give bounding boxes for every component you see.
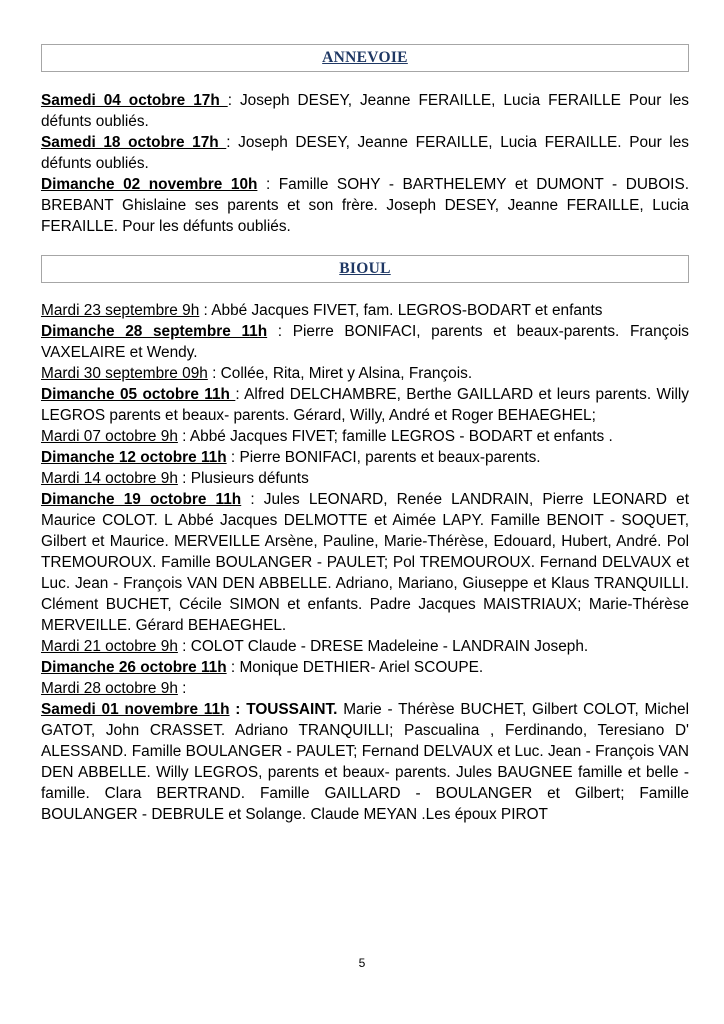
entry-intentions: : Joseph DESEY, Jeanne FERAILLE, Lucia FERAILLE Pour les défunts oubliés.: [41, 92, 689, 130]
entry-intentions: : Abbé Jacques FIVET; famille LEGROS - BODART et enfants .: [177, 428, 613, 445]
mass-entry: [41, 468, 689, 489]
entry-date-label: Mardi 14 octobre 9h: [41, 470, 178, 487]
entry-list-bioul: [41, 300, 689, 825]
entry-date-label: Dimanche 02 novembre 10h: [41, 176, 258, 193]
entry-feast-label: : TOUSSAINT.: [229, 701, 338, 718]
entry-date-label: Mardi 23 septembre 9h: [41, 302, 200, 319]
mass-entry: [41, 321, 689, 363]
entry-intentions: Marie - Thérèse BUCHET, Gilbert COLOT, Michel GATOT, John CRASSET. Adriano TRANQUILLI; Pascualina , Ferdinando, Teresiano D' ALESSAND. Famille BOULANGER - PAULET; Fernand DELVAUX et Luc. Jean - François VAN DEN ABBELLE. Willy LEGROS, parents et beaux- parents. Jules BAUGNEE famille et belle - famille. Clara BERTRAND. Famille GAILLARD - BOULANGER et Gilbert; Famille BOULANGER - DEBRULE et Solange. Claude MEYAN .Les époux PIROT: [41, 701, 689, 823]
mass-entry: [41, 90, 689, 132]
entry-intentions: :: [177, 680, 187, 697]
document-content: [41, 44, 689, 825]
spacer: [41, 237, 689, 255]
mass-entry: [41, 384, 689, 426]
mass-entry: [41, 636, 689, 657]
entry-date-label: Mardi 21 octobre 9h: [41, 638, 178, 655]
entry-intentions: : Joseph DESEY, Jeanne FERAILLE, Lucia FERAILLE. Pour les défunts oubliés.: [41, 134, 689, 172]
entry-intentions: : Abbé Jacques FIVET, fam. LEGROS-BODART et enfants: [199, 302, 603, 319]
mass-entry: [41, 678, 689, 699]
entry-intentions: : Jules LEONARD, Renée LANDRAIN, Pierre LEONARD et Maurice COLOT. L Abbé Jacques DELMOTTE et Aimée LAPY. Famille BENOIT - SOQUET, Gilbert et Maurice. MERVEILLE Arsène, Pauline, Marie-Thérèse, Edouard, Hubert, André. Pol TREMOUROUX. Famille BOULANGER - PAULET; Pol TREMOUROUX. Fernand DELVAUX et Luc. Jean - François VAN DEN ABBELLE. Adriano, Mariano, Giuseppe et Klaus TRANQUILLI. Clément BUCHET, Cécile SIMON et enfants. Padre Jacques MAISTRIAUX; Marie-Thérèse MERVEILLE. Gérard BEHAEGHEL.: [41, 491, 689, 634]
mass-entry: [41, 174, 689, 237]
entry-intentions: : Pierre BONIFACI, parents et beaux-parents.: [226, 449, 541, 466]
entry-intentions: : Pierre BONIFACI, parents et beaux-parents. François VAXELAIRE et Wendy.: [41, 323, 689, 361]
section-title-annevoie: ANNEVOIE: [322, 49, 408, 66]
entry-date-label: Dimanche 12 octobre 11h: [41, 449, 227, 466]
entry-date-label: Samedi 04 octobre 17h: [41, 92, 228, 109]
entry-intentions: : Collée, Rita, Miret y Alsina, François.: [207, 365, 473, 382]
entry-date-label: Mardi 30 septembre 09h: [41, 365, 208, 382]
spacer: [41, 72, 689, 90]
entry-intentions: : Famille SOHY - BARTHELEMY et DUMONT - DUBOIS. BREBANT Ghislaine ses parents et son frère. Joseph DESEY, Jeanne FERAILLE, Lucia FERAILLE. Pour les défunts oubliés.: [41, 176, 689, 235]
mass-entry: [41, 426, 689, 447]
entry-date-label: Dimanche 19 octobre 11h: [41, 491, 242, 508]
mass-entry: [41, 657, 689, 678]
section-title-bioul: BIOUL: [339, 260, 391, 277]
mass-entry: [41, 699, 689, 825]
entry-intentions: : Plusieurs défunts: [177, 470, 309, 487]
section-header-box-annevoie: [41, 44, 689, 72]
page-number: 5: [358, 956, 366, 970]
entry-intentions: : Monique DETHIER- Ariel SCOUPE.: [226, 659, 484, 676]
mass-entry: [41, 447, 689, 468]
entry-list-annevoie: [41, 90, 689, 237]
mass-entry: [41, 489, 689, 636]
entry-date-label: Samedi 01 novembre 11h: [41, 701, 230, 718]
section-header-box-bioul: [41, 255, 689, 283]
entry-date-label: Dimanche 28 septembre 11h: [41, 323, 268, 340]
entry-intentions: : COLOT Claude - DRESE Madeleine - LANDRAIN Joseph.: [177, 638, 589, 655]
entry-date-label: Mardi 28 octobre 9h: [41, 680, 178, 697]
entry-date-label: Dimanche 05 octobre 11h: [41, 386, 236, 403]
mass-entry: [41, 132, 689, 174]
entry-date-label: Dimanche 26 octobre 11h: [41, 659, 227, 676]
entry-intentions: : Alfred DELCHAMBRE, Berthe GAILLARD et leurs parents. Willy LEGROS parents et beaux- parents. Gérard, Willy, André et Roger BEHAEGHEL;: [41, 386, 690, 424]
mass-entry: [41, 363, 689, 384]
mass-entry: [41, 300, 689, 321]
spacer: [41, 283, 689, 300]
entry-date-label: Samedi 18 octobre 17h: [41, 134, 227, 151]
entry-date-label: Mardi 07 octobre 9h: [41, 428, 178, 445]
